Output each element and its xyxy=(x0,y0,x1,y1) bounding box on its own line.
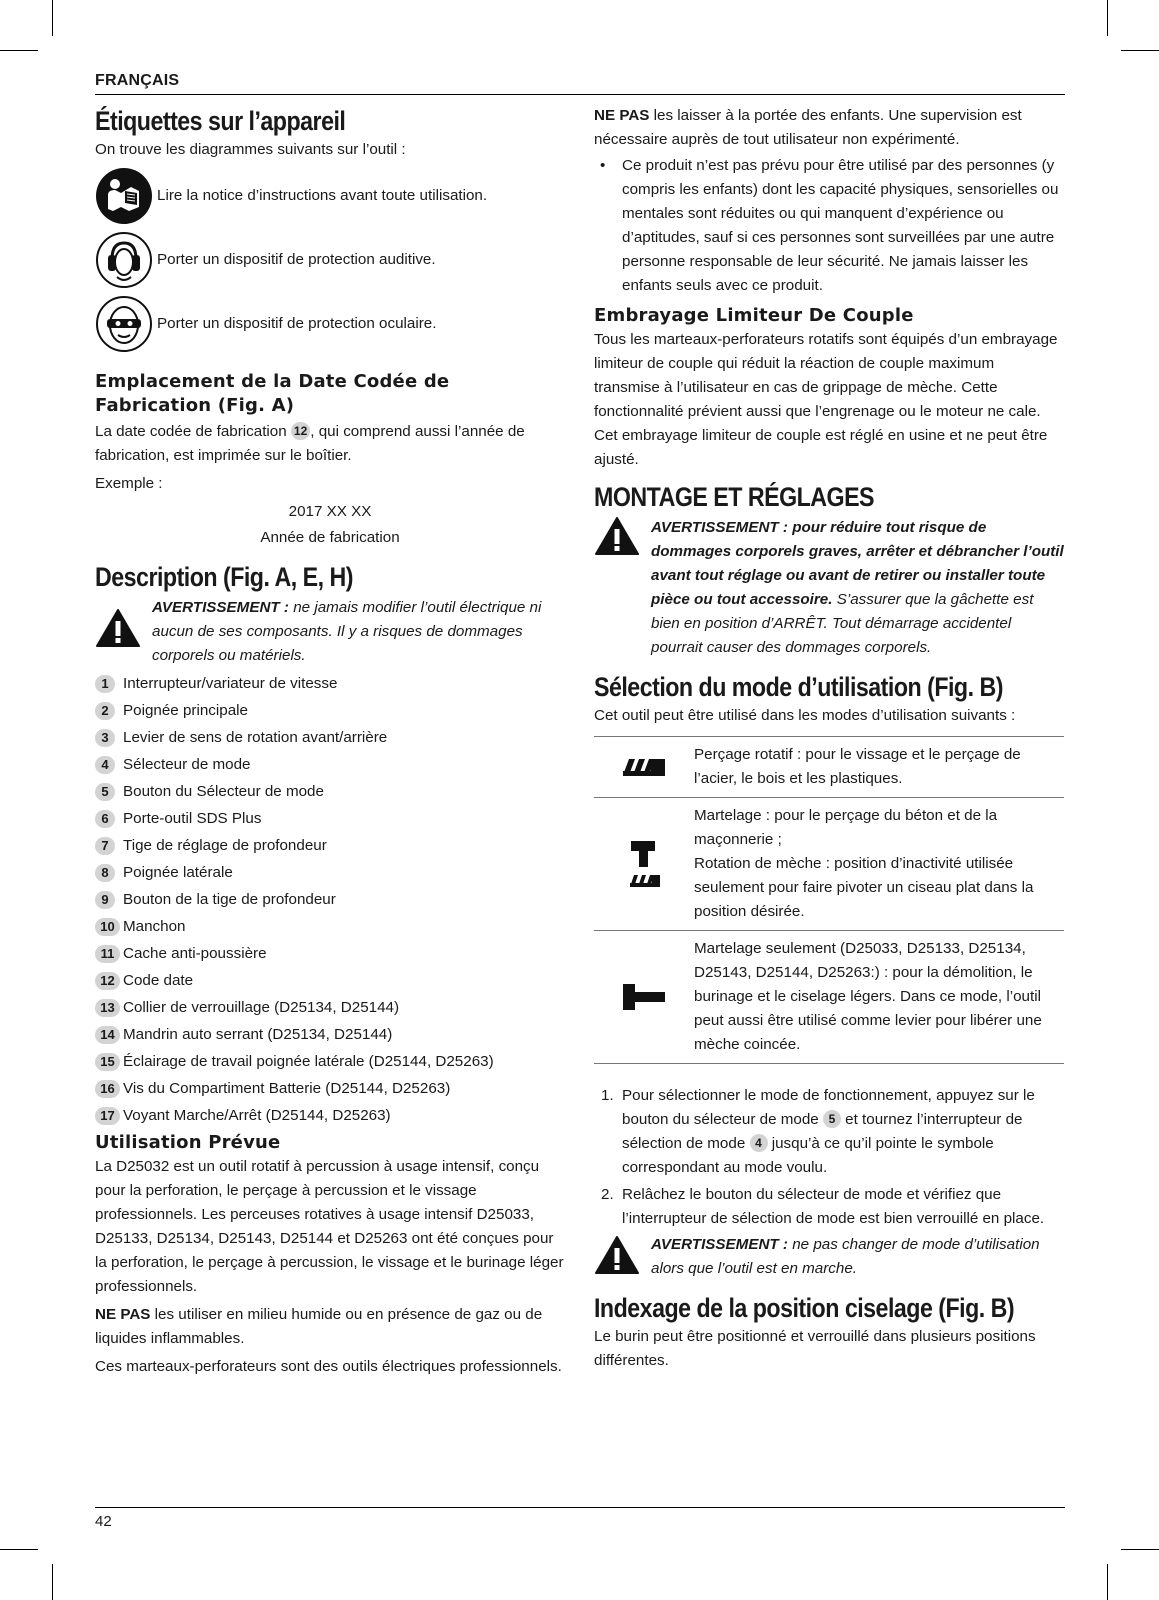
language-header: FRANÇAIS xyxy=(95,72,180,89)
crop-mark xyxy=(0,50,38,51)
labels-intro: On trouve les diagrammes suivants sur l’outil : xyxy=(95,141,406,158)
ref-badge: 4 xyxy=(750,1134,768,1152)
list-item xyxy=(95,996,565,1020)
steps-list xyxy=(594,1084,1064,1231)
warning-triangle-icon xyxy=(594,1235,640,1275)
component-label: Collier de verrouillage (D25134, D25144) xyxy=(123,999,400,1016)
mode-intro: Cet outil peut être utilisé dans les modes d’utilisation suivants : xyxy=(594,707,1016,724)
list-item xyxy=(95,726,565,750)
component-label: Poignée principale xyxy=(123,702,248,719)
label-text: Porter un dispositif de protection auditive. xyxy=(157,251,436,268)
clutch-text: Tous les marteaux-perforateurs rotatifs sont équipés d’un embrayage limiteur de couple qui réduit la réaction de couple maximum transmise à l’utilisateur en cas de grippage de mèche. Cette fonctionnalité prévient aussi que l’engrenage ou le moteur ne cale. Cet embrayage limiteur de couple est réglé en usine et ne peut être ajusté. xyxy=(594,331,1058,468)
crop-mark xyxy=(1107,1564,1108,1600)
mode-text: Perçage rotatif : pour le vissage et le perçage de l’acier, le bois et les plastiques. xyxy=(694,746,1021,787)
component-number: 3 xyxy=(95,729,115,747)
crop-mark xyxy=(0,1549,38,1550)
component-number: 11 xyxy=(95,945,120,963)
component-number: 13 xyxy=(95,999,120,1017)
component-number: 12 xyxy=(95,972,120,990)
component-number: 10 xyxy=(95,918,120,936)
warning-triangle-icon xyxy=(95,608,141,648)
component-number: 14 xyxy=(95,1026,120,1044)
warning-text: ne pas changer de mode d’utilisation alors que l’outil est en marche. xyxy=(651,1236,1040,1277)
example-value: 2017 XX XX xyxy=(288,503,372,520)
warning-triangle-icon xyxy=(594,516,640,556)
components-list xyxy=(95,672,565,1128)
crop-mark xyxy=(1107,0,1108,36)
index-title: Indexage de la position ciselage (Fig. B) xyxy=(594,1293,1015,1323)
np-lead: NE PAS xyxy=(95,1306,151,1323)
component-label: Code date xyxy=(123,972,194,989)
left-column xyxy=(95,104,565,1379)
component-number: 17 xyxy=(95,1107,120,1125)
list-item xyxy=(95,888,565,912)
component-label: Voyant Marche/Arrêt (D25144, D25263) xyxy=(123,1107,391,1124)
example-caption: Année de fabrication xyxy=(260,529,400,546)
mode-text-line: Martelage : pour le perçage du béton et de la maçonnerie ; xyxy=(694,807,998,848)
intended-use-pro: Ces marteaux-perforateurs sont des outils électriques professionnels. xyxy=(95,1358,562,1375)
table-row xyxy=(594,737,1064,798)
component-label: Tige de réglage de profondeur xyxy=(123,837,327,854)
crop-mark xyxy=(1121,1549,1159,1550)
component-label: Bouton de la tige de profondeur xyxy=(123,891,336,908)
component-number: 7 xyxy=(95,837,115,855)
np-text: les utiliser en milieu humide ou en présence de gaz ou de liquides inflammables. xyxy=(95,1306,543,1347)
description-title: Description (Fig. A, E, H) xyxy=(95,562,353,592)
component-label: Sélecteur de mode xyxy=(123,756,251,773)
crop-mark xyxy=(52,1564,53,1600)
step-text: jusqu’à ce qu’il pointe le symbole correspondant au mode voulu. xyxy=(622,1135,994,1176)
list-item xyxy=(95,861,565,885)
table-row xyxy=(594,931,1064,1064)
np-lead: NE PAS xyxy=(594,107,650,124)
list-item xyxy=(95,753,565,777)
component-number: 6 xyxy=(95,810,115,828)
warning-lead: AVERTISSEMENT : xyxy=(651,1236,788,1253)
ref-badge: 12 xyxy=(291,422,310,440)
label-text: Porter un dispositif de protection oculaire. xyxy=(157,315,437,332)
warning-italic-text: S’assurer que la gâchette est bien en position d’ARRÊT. Tout démarrage accidentel pourrait causer des dommages corporels. xyxy=(651,591,1034,656)
component-label: Cache anti-poussière xyxy=(123,945,267,962)
component-number: 2 xyxy=(95,702,115,720)
component-number: 4 xyxy=(95,756,115,774)
date-code-text-before: La date codée de fabrication xyxy=(95,423,291,440)
modes-table xyxy=(594,736,1064,1064)
intended-use-title: Utilisation Prévue xyxy=(95,1132,281,1153)
footer-rule xyxy=(95,1507,1065,1508)
component-label: Éclairage de travail poignée latérale (D25144, D25263) xyxy=(123,1053,494,1070)
label-row-eye xyxy=(95,292,565,356)
list-item xyxy=(95,1050,565,1074)
intended-use-np xyxy=(95,1303,565,1351)
labels-title: Étiquettes sur l’appareil xyxy=(95,106,346,136)
mode-title: Sélection du mode d’utilisation (Fig. B) xyxy=(594,672,1003,702)
montage-title: MONTAGE ET RÉGLAGES xyxy=(594,482,875,512)
np-children-text xyxy=(594,104,1064,152)
component-number: 1 xyxy=(95,675,115,693)
np-text: les laisser à la portée des enfants. Une supervision est nécessaire auprès de tout utilisateur non expérimenté. xyxy=(594,107,1022,148)
page-number: 42 xyxy=(95,1513,112,1530)
warning-lead: AVERTISSEMENT : xyxy=(152,599,289,616)
crop-mark xyxy=(52,0,53,36)
list-item xyxy=(95,807,565,831)
label-row-ear xyxy=(95,228,565,292)
mode-icon-cell xyxy=(594,931,694,1063)
label-row-manual xyxy=(95,164,565,228)
step-number: 1. xyxy=(601,1087,614,1104)
component-label: Poignée latérale xyxy=(123,864,233,881)
rotary-drilling-icon xyxy=(621,757,667,777)
date-code-text xyxy=(95,420,565,468)
eye-protection-icon xyxy=(95,295,153,353)
mode-icon-cell xyxy=(594,737,694,797)
bullet-text: Ce produit n’est pas prévu pour être utilisé par des personnes (y compris les enfants) dont les capacité physiques, sensorielles ou mentales sont réduites ou qui manquent d’expérience ou d’aptitudes, sauf si ces personnes sont surveillées par une autre personne responsable de leur sécurité. Ne jamais laisser les enfants seuls avec ce produit. xyxy=(622,157,1059,294)
component-label: Porte-outil SDS Plus xyxy=(123,810,262,827)
component-label: Interrupteur/variateur de vitesse xyxy=(123,675,338,692)
bullet-item xyxy=(594,154,1064,298)
component-label: Manchon xyxy=(123,918,186,935)
ear-protection-icon xyxy=(95,231,153,289)
step-text: Pour sélectionner le mode de fonctionnement, appuyez sur le bouton du sélecteur de mode xyxy=(622,1087,1035,1128)
date-code-text-after: , qui comprend aussi l’année de fabrication, est imprimée sur le boîtier. xyxy=(95,423,525,464)
component-number: 9 xyxy=(95,891,115,909)
mode-icon-cell xyxy=(594,798,694,930)
component-label: Vis du Compartiment Batterie (D25144, D25263) xyxy=(123,1080,451,1097)
list-item xyxy=(594,1183,1064,1231)
step-text: et tournez l’interrupteur de sélection de mode xyxy=(622,1111,1023,1152)
crop-mark xyxy=(1121,50,1159,51)
index-text: Le burin peut être positionné et verrouillé dans plusieurs positions différentes. xyxy=(594,1328,1036,1369)
list-item xyxy=(95,780,565,804)
example-label: Exemple : xyxy=(95,475,163,492)
list-item xyxy=(95,1104,565,1128)
list-item xyxy=(95,699,565,723)
list-item xyxy=(594,1084,1064,1180)
component-label: Bouton du Sélecteur de mode xyxy=(123,783,324,800)
component-number: 15 xyxy=(95,1053,120,1071)
table-row xyxy=(594,798,1064,931)
clutch-title: Embrayage Limiteur De Couple xyxy=(594,305,914,326)
component-number: 16 xyxy=(95,1080,120,1098)
component-label: Levier de sens de rotation avant/arrière xyxy=(123,729,388,746)
hammer-only-icon xyxy=(621,982,667,1012)
warning-bold-text: AVERTISSEMENT : pour réduire tout risque de dommages corporels graves, arrêter et débrancher l’outil avant tout réglage ou avant de retirer ou installer toute pièce ou tout accessoire. xyxy=(651,519,1064,608)
read-manual-icon xyxy=(95,167,153,225)
list-item xyxy=(95,915,565,939)
montage-warning xyxy=(594,516,1064,660)
description-warning xyxy=(95,596,565,668)
mode-warning xyxy=(594,1233,1064,1281)
mode-text: Martelage seulement (D25033, D25133, D25134, D25143, D25144, D25263:) : pour la démolition, le burinage et le ciselage légers. Dans ce mode, l’outil peut aussi être utilisé comme levier pour libérer une mèche coincée. xyxy=(694,940,1042,1053)
bullet-mark: • xyxy=(600,157,606,174)
header-rule xyxy=(95,94,1065,95)
right-column xyxy=(594,104,1064,1373)
component-number: 8 xyxy=(95,864,115,882)
list-item xyxy=(95,672,565,696)
intended-use-text: La D25032 est un outil rotatif à percussion à usage intensif, conçu pour la perforation, le perçage à percussion et le vissage professionnels. Les perceuses rotatives à usage intensif D25033, D25133, D25134, D25143, D25144 et D25263 ont été conçues pour la perforation, le perçage à percussion, le vissage et le burinage léger professionnels. xyxy=(95,1158,564,1295)
date-code-title: Emplacement de la Date Codée de Fabrication (Fig. A) xyxy=(95,371,450,416)
list-item xyxy=(95,834,565,858)
label-text: Lire la notice d’instructions avant toute utilisation. xyxy=(157,187,488,204)
list-item xyxy=(95,942,565,966)
list-item xyxy=(95,969,565,993)
hammer-drilling-icon xyxy=(627,839,661,889)
mode-text-line: Rotation de mèche : position d’inactivité utilisée seulement pour faire pivoter un ciseau plat dans la position désirée. xyxy=(694,855,1034,920)
ref-badge: 5 xyxy=(823,1110,841,1128)
step-text: Relâchez le bouton du sélecteur de mode et vérifiez que l’interrupteur de sélection de mode est bien verrouillé en place. xyxy=(622,1186,1045,1227)
warning-text: ne jamais modifier l’outil électrique ni aucun de ses composants. Il y a risques de dommages corporels ou matériels. xyxy=(152,599,542,664)
component-number: 5 xyxy=(95,783,115,801)
list-item xyxy=(95,1023,565,1047)
step-number: 2. xyxy=(601,1186,614,1203)
mode-text xyxy=(694,798,1064,930)
component-label: Mandrin auto serrant (D25134, D25144) xyxy=(123,1026,393,1043)
list-item xyxy=(95,1077,565,1101)
